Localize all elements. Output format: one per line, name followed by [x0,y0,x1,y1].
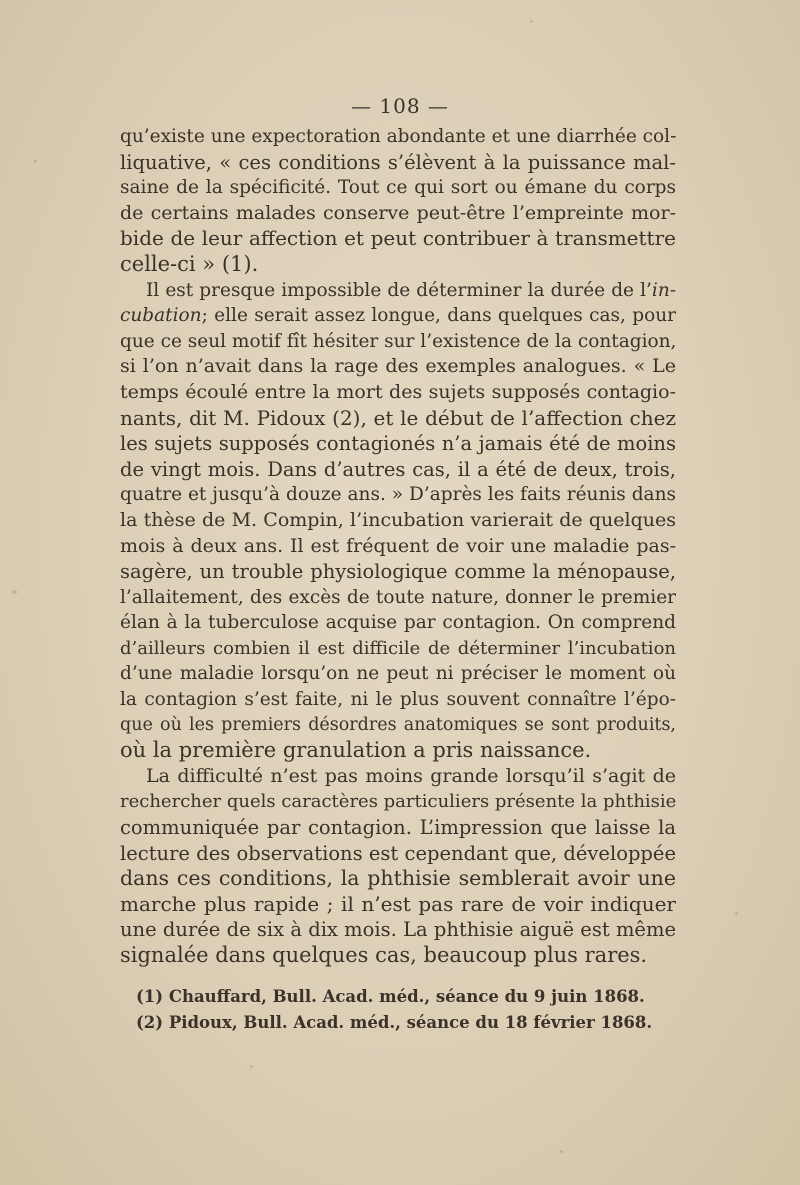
footnotes [136,984,676,1036]
text-line: saine de la spécificité. Tout ce qui sort ou émane du corps [120,177,676,199]
text-line: dans ces conditions, la phthisie semblerait avoir une [120,866,676,891]
text-line: temps écoulé entre la mort des sujets supposés contagio- [120,380,676,403]
text-line: l’allaitement, des excès de toute nature, donner le premier [120,586,676,608]
text-line: d’une maladie lorsqu’on ne peut ni préciser le moment où [120,663,676,685]
paper-speck [12,590,17,594]
text-line: si l’on n’avait dans la rage des exemples analogues. « Le [120,355,676,378]
text-line: rechercher quels caractères particuliers présente la phthisie [120,791,677,813]
text-line: la thèse de M. Compin, l’incubation varierait de quelques [120,508,676,531]
paper-speck [735,912,738,915]
text-line: les sujets supposés contagionés n’a jamais été de moins [120,432,676,456]
text-line: lecture des observations est cependant que, développée [120,841,676,865]
text-line: mois à deux ans. Il est fréquent de voir une maladie pas- [120,534,676,557]
body-text [120,124,676,969]
text-line: marche plus rapide ; il n’est pas rare de voir indiquer [120,891,676,916]
text-line: cubation; elle serait assez longue, dans quelques cas, pour [120,305,676,327]
text-line: de vingt mois. Dans d’autres cas, il a été de deux, trois, [120,457,676,481]
text-line: la contagion s’est faite, ni le plus souvent connaître l’épo- [120,689,676,711]
text-line: de certains malades conserve peut-être l’empreinte mor- [120,201,676,224]
text-line: communiquée par contagion. L’impression que laisse la [120,816,676,840]
text-line: qu’existe une expectoration abondante et une diarrhée col- [120,126,677,147]
text-line: élan à la tuberculose acquise par contagion. On comprend [120,612,676,634]
text-line: d’ailleurs combien il est difficile de déterminer l’incubation [120,637,676,659]
text-line: que où les premiers désordres anatomiques se sont produits, [120,714,676,735]
text-line: où la première granulation a pris naissance. [120,738,592,763]
text-line: sagère, un trouble physiologique comme la ménopause, [120,560,676,584]
page-number: — 108 — [351,94,449,118]
text-line: une durée de six à dix mois. La phthisie aiguë est même [120,918,676,942]
text-line: liquative, « ces conditions s’élèvent à la puissance mal- [120,150,676,174]
footnote-2: (2) Pidoux, Bull. Acad. méd., séance du 18 février 1868. [136,1013,653,1032]
text-line: quatre et jusqu’à douze ans. » D’après les faits réunis dans [120,484,676,506]
paper-speck [250,1065,253,1068]
paper-speck [560,1150,563,1153]
text-line: Il est presque impossible de déterminer la durée de l’in- [146,279,676,301]
text-line: signalée dans quelques cas, beaucoup plus rares. [120,943,648,967]
text-line: bide de leur affection et peut contribuer à transmettre [120,226,676,251]
text-line: La difficulté n’est pas moins grande lorsqu’il s’agit de [146,764,676,787]
paper-speck [530,20,533,23]
text-line: celle-ci » (1). [120,251,259,276]
text-line: que ce seul motif fît hésiter sur l’existence de la contagion, [120,330,677,352]
footnote-1: (1) Chauffard, Bull. Acad. méd., séance du 9 juin 1868. [136,987,645,1006]
text-line: nants, dit M. Pidoux (2), et le début de l’affection chez [120,405,676,430]
paper-speck [34,160,37,163]
